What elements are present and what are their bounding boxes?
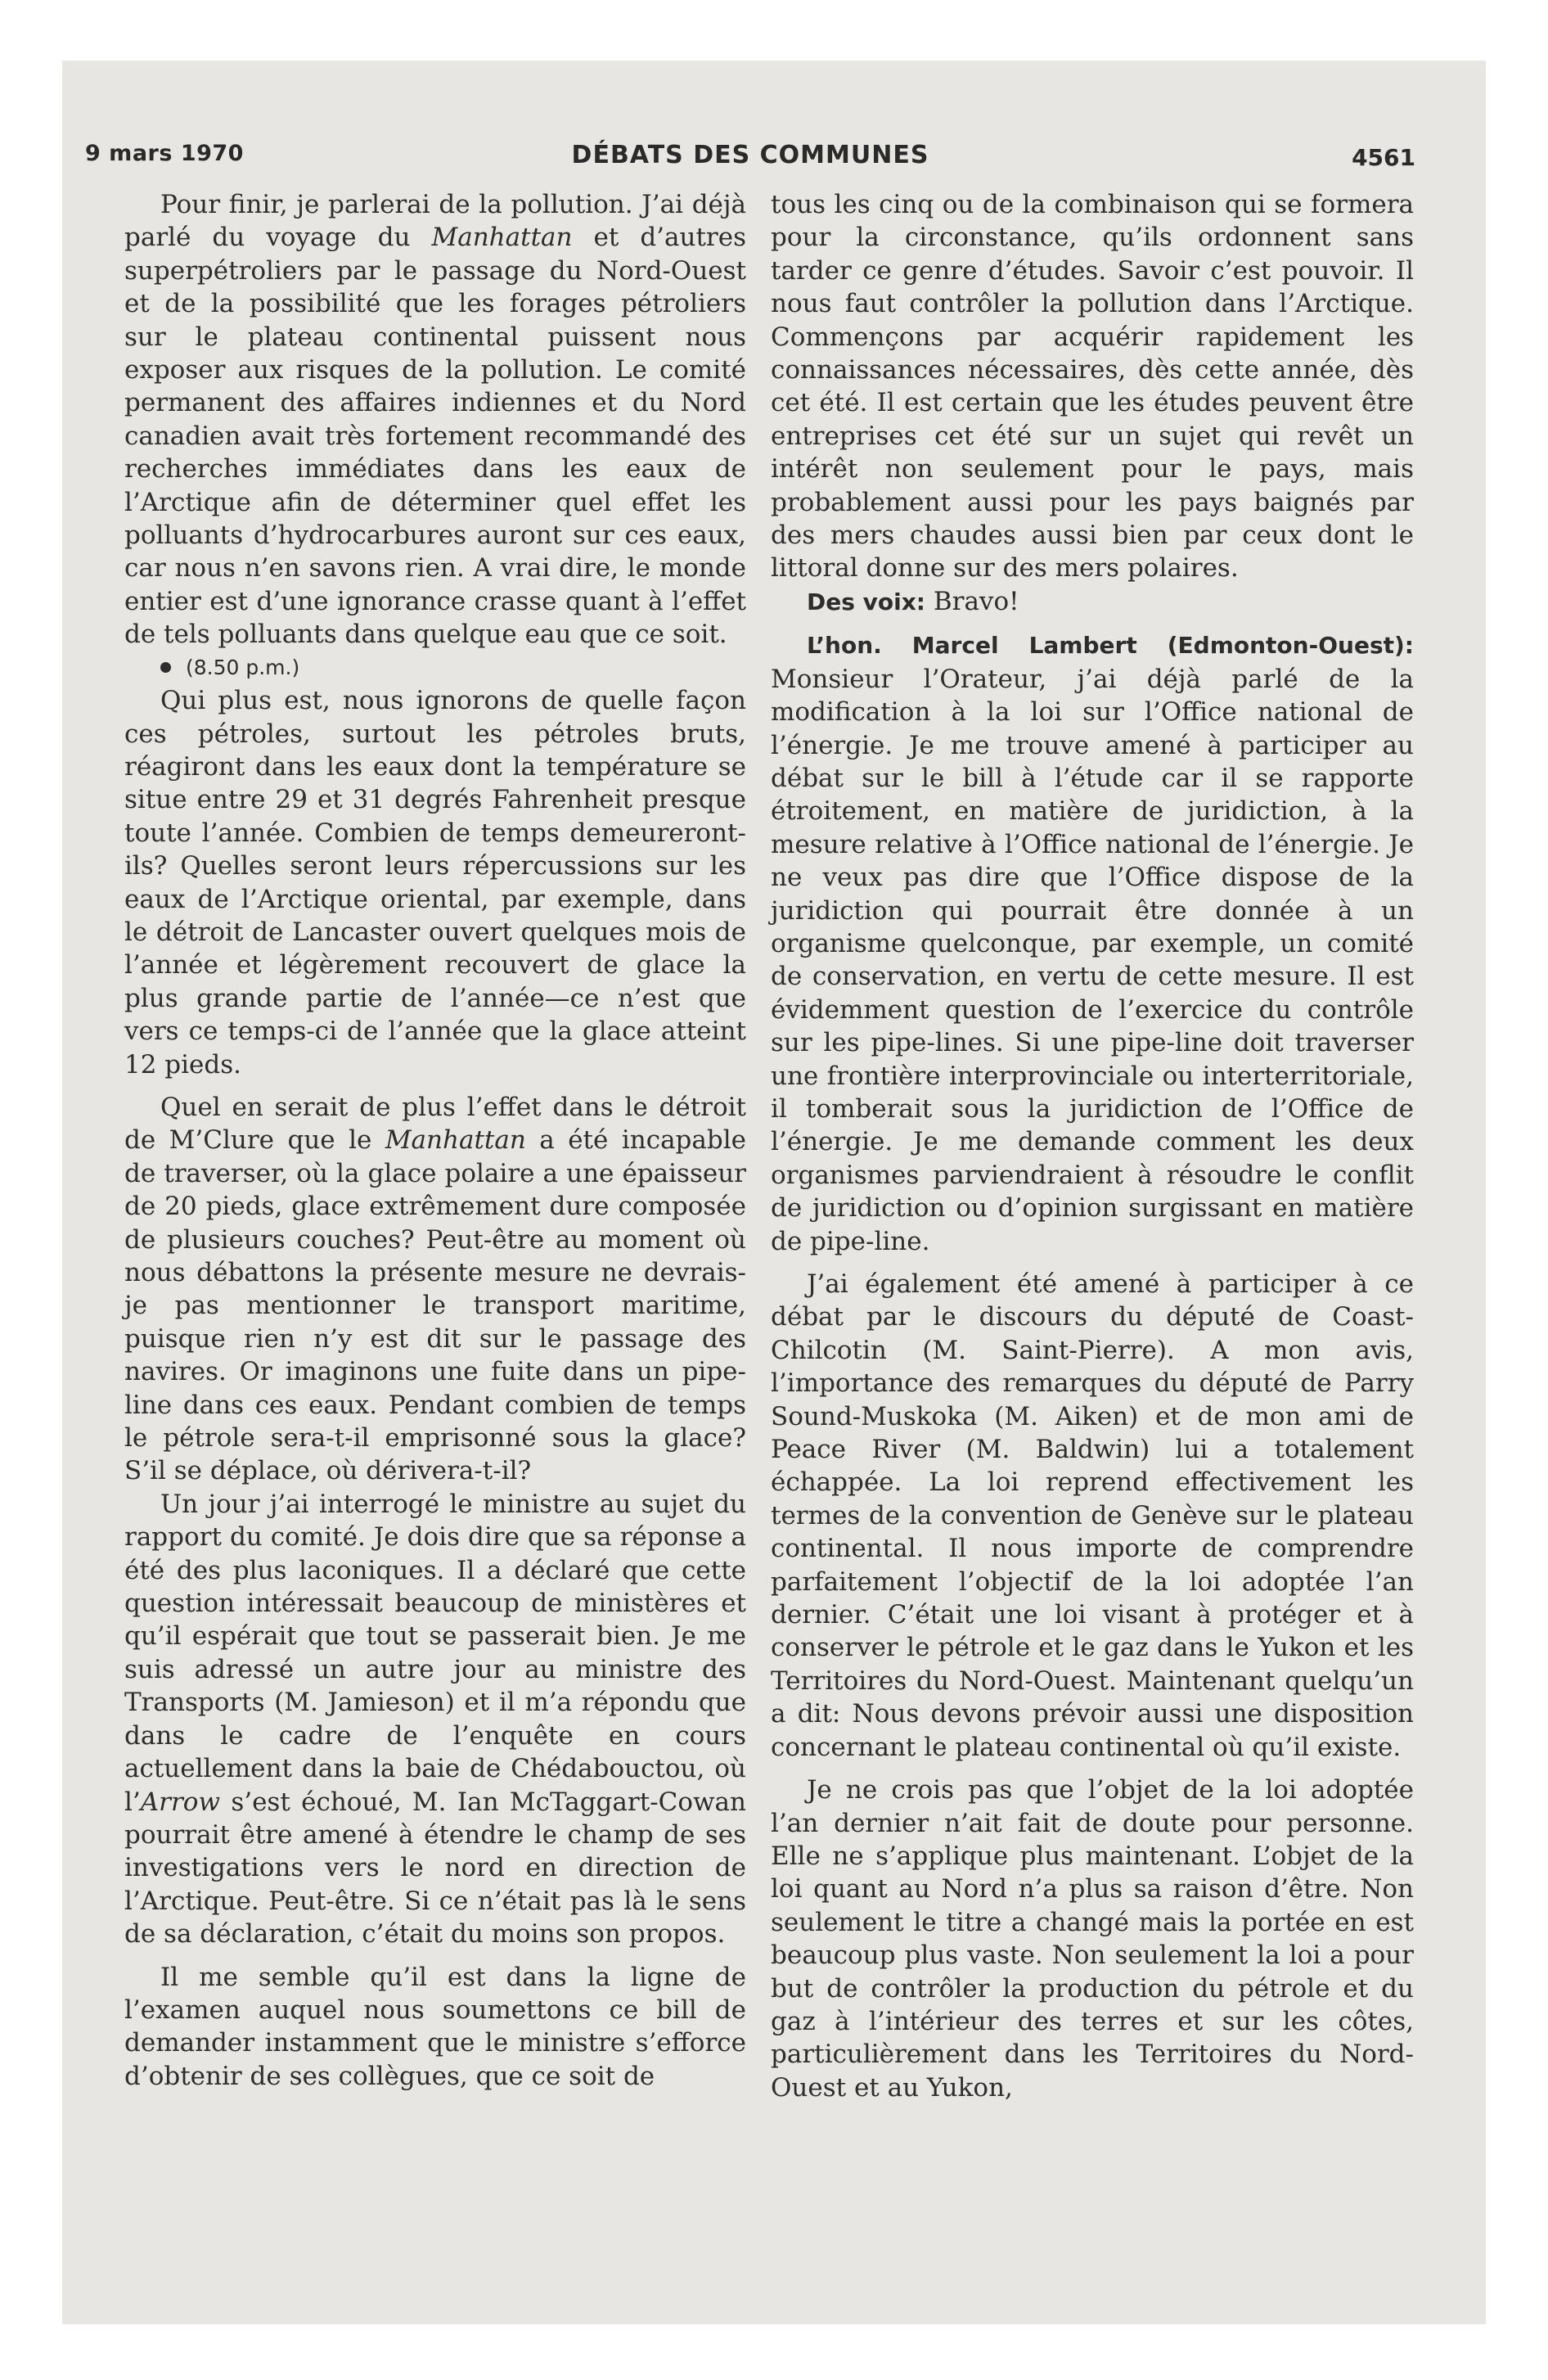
header-page-number: 4561 — [1352, 144, 1415, 171]
lambert-speech: L’hon. Marcel Lambert (Edmonton-Ouest): Monsieur l’Orateur, j’ai déjà parlé de la modification à la loi sur l’Office national de l’énergie. Je me trouve amené à participer au débat sur le bill à l’étude car il se rapporte étroitement, en matière de juridiction, à la mesure relative à l’Office national de l’énergie. Je ne veux pas dire que l’Office dispose de la juridiction qui pourrait être donnée à un organisme quelconque, par exemple, un comité de conservation, en vertu de cette mesure. Il est évidemment question de l’exercice du contrôle sur les pipe-lines. Si une pipe-line doit traverser une frontière interprovinciale ou interterritoriale, il tomberait sous la juridiction de l’Office de l’énergie. Je me demande comment les deux organismes parviendraient à résoudre le conflit de juridiction ou d’opinion surgissant en matière de pipe-line. — [771, 632, 1414, 1256]
ship-name-manhattan: Manhattan — [431, 223, 573, 253]
speaker-label: Des voix: — [807, 588, 925, 615]
left-paragraph-2: Qui plus est, nous ignorons de quelle façon ces pétroles, surtout les pétroles bruts, réagiront dans les eaux dont la température se situe entre 29 et 31 degrés Fahrenheit presque toute l’année. Combien de temps demeureront-ils? Quelles seront leurs répercussions sur les eaux de l’Arctique oriental, par exemple, dans le détroit de Lancaster ouvert quelques mois de l’année et légèrement recouvert de glace la plus grande partie de l’année—ce n’est que vers ce temps-ci de l’année que la glace atteint 12 pieds. — [124, 686, 746, 1080]
left-paragraph-5: Il me semble qu’il est dans la ligne de l’examen auquel nous soumettons ce bill de demander instamment que le ministre s’efforce d’obtenir de ses collègues, que ce soit de — [124, 1962, 746, 2091]
left-paragraph-4: Un jour j’ai interrogé le ministre au sujet du rapport du comité. Je dois dire que sa réponse a été des plus laconiques. Il a déclaré que cette question intéressait beaucoup de ministères et qu’il espérait que tout se passerait bien. Je me suis adressé un autre jour au ministre des Transports (M. Jamieson) et il m’a répondu que dans le cadre de l’enquête en cours actuellement dans la baie de Chédabouctou, où l’Arrow s’est échoué, M. Ian McTaggart-Cowan pourrait être amené à étendre le champ de ses investigations vers le nord en direction de l’Arctique. Peut-être. Si ce n’était pas là le sens de sa déclaration, c’était du moins son propos. — [124, 1489, 746, 1950]
left-paragraph-3: Quel en serait de plus l’effet dans le détroit de M’Clure que le Manhattan a été incapable de traverser, où la glace polaire a une épaisseur de 20 pieds, glace extrêmement dure composée de plusieurs couches? Peut-être au moment où nous débattons la présente mesure ne devrais-je pas mentionner le transport maritime, puisque rien n’y est dit sur le passage des navires. Or imaginons une fuite dans un pipe-line dans ces eaux. Pendant combien de temps le pétrole sera-t-il emprisonné sous la glace? S’il se déplace, où dérivera-t-il? — [124, 1092, 746, 1486]
ship-name-manhattan: Manhattan — [385, 1125, 526, 1156]
header-date: 9 mars 1970 — [85, 141, 244, 166]
right-paragraph-4: Je ne crois pas que l’objet de la loi adoptée l’an dernier n’ait fait de doute pour personne. Elle ne s’applique plus maintenant. L’objet de la loi quant au Nord n’a plus sa raison d’être. Non seulement le titre a changé mais la portée en est beaucoup plus vaste. Non seulement la loi a pour but de contrôler la production du pétrole et du gaz à l’intérieur des terres et sur les côtes, particulièrement dans les Territoires du Nord-Ouest et au Yukon, — [771, 1775, 1414, 2103]
header-title: DÉBATS DES COMMUNES — [571, 141, 929, 169]
right-paragraph-3: J’ai également été amené à participer à ce débat par le discours du député de Coast-Chilcotin (M. Saint-Pierre). A mon avis, l’importance des remarques du député de Parry Sound-Muskoka (M. Aiken) et de mon ami de Peace River (M. Baldwin) lui a totalement échappée. La loi reprend effectivement les termes de la convention de Genève sur le plateau continental. Il nous importe de comprendre parfaitement l’objectif de la loi adoptée l’an dernier. C’était une loi visant à protéger et à conserver le pétrole et le gaz dans le Yukon et les Territoires du Nord-Ouest. Maintenant quelqu’un a dit: Nous devons prévoir aussi une disposition concernant le plateau continental où qu’il existe. — [771, 1269, 1414, 1762]
right-paragraph-1: tous les cinq ou de la combinaison qui se formera pour la circonstance, qu’ils ordonnent sans tarder ce genre d’études. Savoir c’est pouvoir. Il nous faut contrôler la pollution dans l’Arctique. Commençons par acquérir rapidement les connaissances nécessaires, dès cette année, dès cet été. Il est certain que les études peuvent être entreprises cet été sur un sujet qui revêt un intérêt non seulement pour le pays, mais probablement aussi pour les pays baignés par des mers chaudes aussi bien par ceux dont le littoral donne sur des mers polaires. — [771, 190, 1414, 584]
interjection: Des voix: Bravo! — [807, 586, 1019, 616]
time-marker-text: (8.50 p.m.) — [186, 655, 300, 679]
bullet-dot-icon — [160, 662, 171, 673]
speaker-label: L’hon. Marcel Lambert (Edmonton-Ouest): — [807, 632, 1414, 660]
page-header — [85, 141, 1415, 180]
left-paragraph-1: Pour finir, je parlerai de la pollution. J’ai déjà parlé du voyage du Manhattan et d’autres superpétroliers par le passage du Nord-Ouest et de la possibilité que les forages pétroliers sur le plateau continental puissent nous exposer aux risques de la pollution. Le comité permanent des affaires indiennes et du Nord canadien avait très fortement recommandé des recherches immédiates dans les eaux de l’Arctique afin de déterminer quel effet les polluants d’hydrocarbures auront sur ces eaux, car nous n’en savons rien. A vrai dire, le monde entier est d’une ignorance crasse quant à l’effet de tels polluants dans quelque eau que ce soit. — [124, 190, 747, 650]
ship-name-arrow: Arrow — [140, 1787, 221, 1817]
left-column — [124, 188, 746, 2093]
time-marker — [124, 651, 746, 684]
right-column — [771, 188, 1414, 2104]
